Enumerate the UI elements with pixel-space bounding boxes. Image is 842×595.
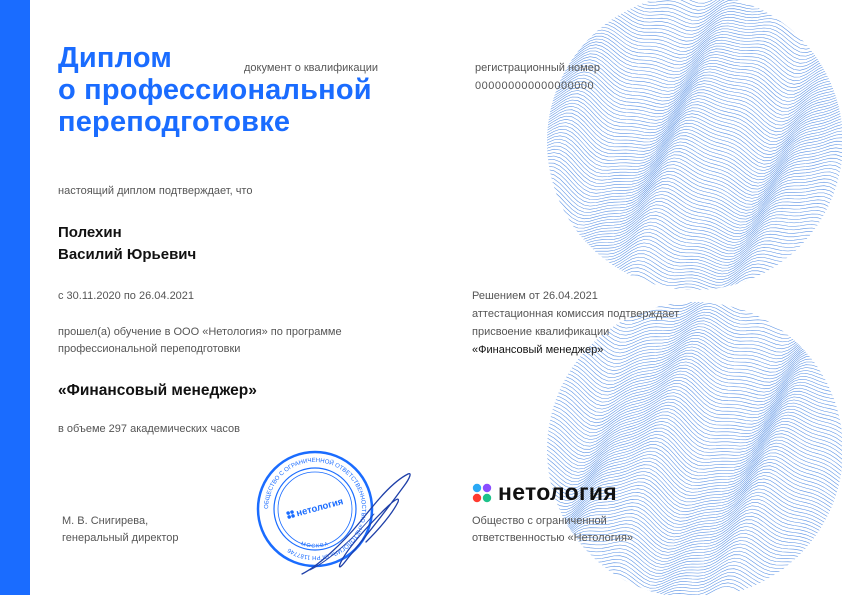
- director-signature: [300, 470, 415, 580]
- training-line-2: профессиональной переподготовки: [58, 343, 241, 355]
- director-position: генеральный директор: [62, 532, 179, 544]
- title-line-2: о профессиональной: [58, 74, 372, 106]
- title-line-3: переподготовке: [58, 106, 291, 138]
- stamp-city-text: МОСКВА: [300, 541, 330, 550]
- commission-line-1: Решением от 26.04.2021: [472, 290, 598, 302]
- recipient-name: [58, 222, 196, 266]
- wave-field: [542, 0, 842, 298]
- recipient-surname: Полехин: [58, 224, 122, 241]
- program-name: «Финансовый менеджер»: [58, 382, 257, 399]
- training-line-1: прошел(а) обучение в ООО «Нетология» по программе: [58, 326, 342, 338]
- commission-line-2: аттестационная комиссия подтверждает: [472, 308, 680, 320]
- company-name-line-1: Общество с ограниченной: [472, 515, 607, 527]
- netology-logo: [472, 479, 617, 506]
- recipient-given-names: Василий Юрьевич: [58, 246, 197, 263]
- registration-number-value: 000000000000000000: [475, 80, 595, 92]
- logo-dots-icon: [472, 483, 492, 503]
- title-line-1: Диплом: [58, 42, 173, 74]
- stamp-outer-text: ОБЩЕСТВО С ОГРАНИЧЕННОЙ ОТВЕТСТВЕННОСТЬЮ «НЕТОЛОГИЯ» ОГРН 1187746: [263, 457, 367, 561]
- commission-qualification: «Финансовый менеджер»: [472, 344, 604, 356]
- director-name: М. В. Снигирева,: [62, 515, 149, 527]
- logo-text: нетология: [498, 479, 618, 505]
- hours-text: в объеме 297 академических часов: [58, 423, 240, 435]
- company-name-line-2: ответственностью «Нетология»: [472, 532, 634, 544]
- commission-line-3: присвоение квалификации: [472, 326, 610, 338]
- document-type-label: документ о квалификации: [244, 62, 379, 74]
- confirms-text: настоящий диплом подтверждает, что: [58, 185, 253, 197]
- diploma-title: [58, 42, 372, 138]
- stamp-center-text: нетология: [295, 496, 345, 520]
- registration-number-label: регистрационный номер: [475, 62, 600, 74]
- study-period: с 30.11.2020 по 26.04.2021: [58, 290, 195, 302]
- side-accent-bar: [0, 0, 30, 595]
